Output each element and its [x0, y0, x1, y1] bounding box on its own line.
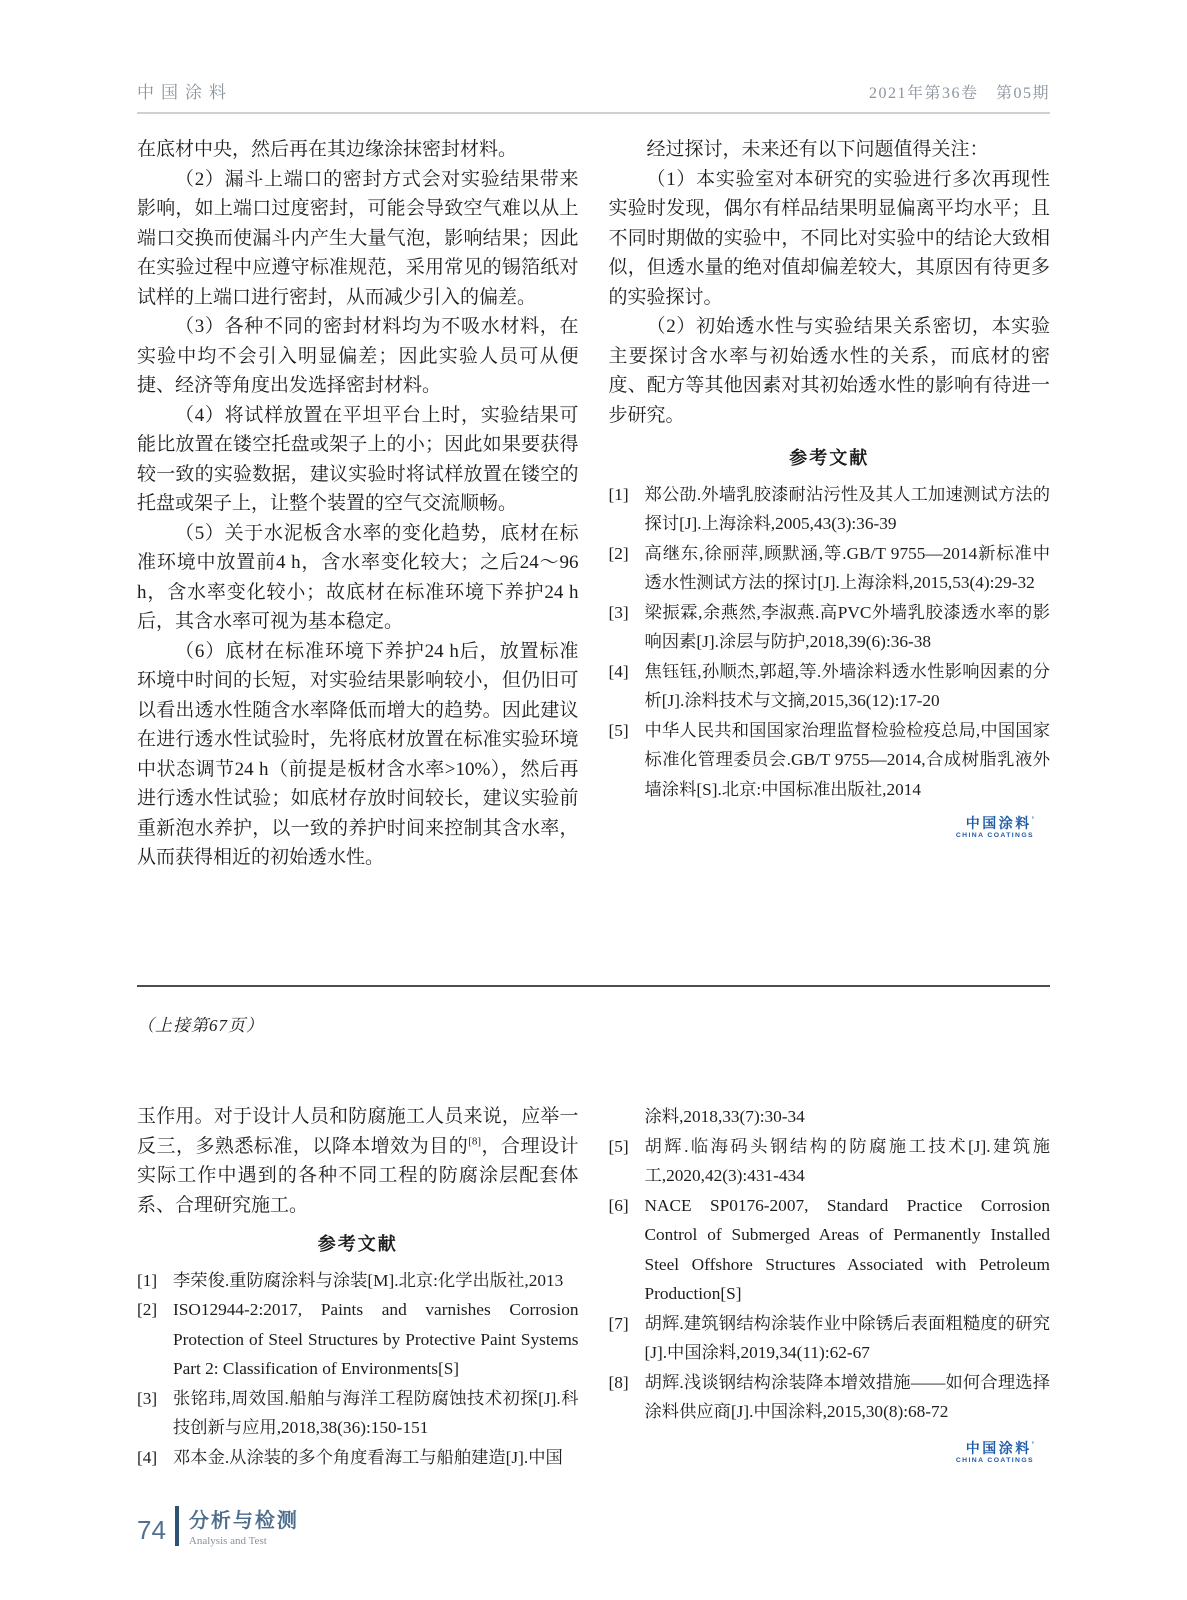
page-number: 74: [137, 1515, 166, 1545]
reference-text: 胡辉.建筑钢结构涂装作业中除锈后表面粗糙度的研究[J].中国涂料,2019,34(11):62-67: [644, 1313, 1050, 1362]
paragraph: [137, 1102, 579, 1220]
reference-text: 张铭玮,周效国.船舶与海洋工程防腐蚀技术初探[J].科技创新与应用,2018,38(36):150-151: [173, 1388, 579, 1437]
reference-label: [6]: [608, 1195, 629, 1215]
lower-right-column: [609, 1102, 1051, 1470]
paragraph: （2）漏斗上端口的密封方式会对实验结果带来影响，如上端口过度密封，可能会导致空气难以从上端口交换而使漏斗内产生大量气泡，影响结果；因此在实验过程中应遵守标准规范，采用常见的锡箔纸对试样的上端口进行密封，从而减少引入的偏差。: [137, 168, 579, 308]
reference-label: [5]: [608, 720, 629, 740]
reference-label: [2]: [137, 1300, 158, 1319]
page-footer: [137, 1504, 1050, 1547]
reference-label: [8]: [608, 1372, 629, 1392]
logo-wordmark: 中国涂料’: [965, 1439, 1034, 1456]
section-divider: [137, 985, 1050, 987]
paragraph-text: ，合理设计实际工作中遇到的各种不同工程的防腐涂层配套体系、合理研究施工。: [137, 1135, 579, 1216]
reference-item: [609, 1368, 1051, 1427]
china-coatings-logo: [609, 816, 1035, 840]
reference-item: [609, 1191, 1051, 1309]
reference-continuation: [609, 1102, 1051, 1132]
reference-item: [609, 1132, 1051, 1191]
reference-text: 焦钰钰,孙顺杰,郭超,等.外墙涂料透水性影响因素的分析[J].涂料技术与文摘,2015,36(12):17-20: [644, 661, 1050, 710]
reference-label: [2]: [608, 543, 629, 563]
reference-item: [609, 657, 1051, 716]
reference-label: [1]: [608, 484, 629, 504]
logo-subtitle: CHINA COATINGS: [955, 832, 1034, 840]
reference-item: [137, 1443, 579, 1471]
reference-text: 郑公劭.外墙乳胶漆耐沾污性及其人工加速测试方法的探讨[J].上海涂料,2005,43(3):36-39: [644, 484, 1050, 533]
reference-label: [4]: [608, 661, 629, 681]
paragraph: 在底材中央，然后再在其边缘涂抹密封材料。: [137, 139, 518, 160]
paragraph-text: 玉作用。对于设计人员和防腐施工人员来说，应举一反三，多熟悉标准，以降本增效为目的: [137, 1106, 579, 1157]
journal-name: 中国涂料: [137, 83, 233, 102]
reference-label: [4]: [137, 1447, 158, 1467]
references-heading: 参考文献: [789, 448, 870, 468]
references-list: [609, 1102, 1051, 1427]
reference-item: [609, 480, 1051, 539]
reference-item: [137, 1295, 579, 1384]
footer-accent-bar: [175, 1506, 179, 1546]
paragraph: （6）底材在标准环境下养护24 h后，放置标准环境中时间的长短，对实验结果影响较小，但仍旧可以看出透水性随含水率降低而增大的趋势。因此建议在进行透水性试验时，先将底材放置在标准实验环境中状态调节24 h（前提是板材含水率>10%），然后再进行透水性试验；如底材存放时间较长，建议实验前重新泡水养护，以一致的养护时间来控制其含水率，从而获得相近的初始透水性。: [137, 640, 579, 868]
reference-label: [7]: [608, 1313, 629, 1333]
upper-right-column: [609, 135, 1051, 985]
reference-item: [609, 539, 1051, 598]
reference-text: 中华人民共和国国家治理监督检验检疫总局,中国国家标准化管理委员会.GB/T 9755—2014,合成树脂乳液外墙涂料[S].北京:中国标准出版社,2014: [644, 720, 1050, 799]
footer-section-subtitle: Analysis and Test: [188, 1535, 267, 1547]
paragraph: （2）初始透水性与实验结果关系密切，本实验主要探讨含水率与初始透水性的关系，而底材的密度、配方等其他因素对其初始透水性的影响有待进一步研究。: [608, 316, 1050, 426]
upper-left-column: [137, 135, 579, 985]
references-list: [137, 1266, 579, 1471]
citation-superscript: [8]: [468, 1135, 482, 1148]
reference-text: 李荣俊.重防腐涂料与涂装[M].北京:化学出版社,2013: [173, 1270, 564, 1290]
paragraph: （4）将试样放置在平坦平台上时，实验结果可能比放置在镂空托盘或架子上的小；因此如果要获得较一致的实验数据，建议实验时将试样放置在镂空的托盘或架子上，让整个装置的空气交流顺畅。: [137, 404, 579, 514]
reference-text: 梁振霖,余燕然,李淑燕.高PVC外墙乳胶漆透水率的影响因素[J].涂层与防护,2018,39(6):36-38: [644, 602, 1050, 651]
paragraph: （5）关于水泥板含水率的变化趋势，底材在标准环境中放置前4 h，含水率变化较大；之后24～96 h，含水率变化较小；故底材在标准环境下养护24 h后，其含水率可视为基本稳定。: [137, 522, 579, 632]
upper-article-section: [137, 135, 1050, 985]
paragraph: （1）本实验室对本研究的实验进行多次再现性实验时发现，偶尔有样品结果明显偏离平均水平；且不同时期做的实验中，不同比对实验中的结论大致相似，但透水量的绝对值却偏差较大，其原因有待更多的实验探讨。: [608, 168, 1050, 308]
reference-label: [3]: [608, 602, 629, 622]
footer-section-title: 分析与检测: [188, 1510, 299, 1532]
references-heading: 参考文献: [317, 1234, 398, 1254]
continuation-note: （上接第67页）: [137, 1016, 264, 1035]
lower-article-section: [137, 1102, 1050, 1470]
issue-info: 2021年第36卷 第05期: [868, 85, 1050, 102]
logo-subtitle: CHINA COATINGS: [955, 1456, 1034, 1464]
reference-text: 胡辉.浅谈钢结构涂装降本增效措施——如何合理选择涂料供应商[J].中国涂料,2015,30(8):68-72: [644, 1372, 1050, 1421]
reference-item: [609, 716, 1051, 805]
reference-item: [609, 1309, 1051, 1368]
page-header: [137, 0, 1050, 114]
reference-text: 涂料,2018,33(7):30-34: [644, 1107, 805, 1126]
reference-label: [1]: [137, 1270, 158, 1290]
lower-left-column: [137, 1102, 579, 1470]
reference-item: [137, 1384, 579, 1443]
reference-text: NACE SP0176-2007, Standard Practice Corrosion Control of Submerged Areas of Permanently Installed Steel Offshore Structures Associated with Petroleum Production[S]: [644, 1195, 1050, 1303]
logo-trademark-icon: ’: [1031, 1439, 1034, 1449]
references-list: [609, 480, 1051, 805]
reference-text: ISO12944-2:2017, Paints and varnishes Corrosion Protection of Steel Structures by Protective Paint Systems Part 2: Classification of Environments[S]: [173, 1300, 579, 1378]
reference-label: [3]: [137, 1388, 158, 1408]
footer-section-titles: [189, 1504, 299, 1547]
paragraph: 经过探讨，未来还有以下问题值得关注：: [646, 139, 989, 160]
paragraph: （3）各种不同的密封材料均为不吸水材料，在实验中均不会引入明显偏差；因此实验人员可从便捷、经济等角度出发选择密封材料。: [137, 316, 579, 396]
reference-item: [137, 1266, 579, 1296]
reference-text: 高继东,徐丽萍,顾默涵,等.GB/T 9755—2014新标准中透水性测试方法的探讨[J].上海涂料,2015,53(4):29-32: [644, 543, 1050, 592]
reference-text: 邓本金.从涂装的多个角度看海工与船舶建造[J].中国: [173, 1447, 563, 1467]
reference-item: [609, 598, 1051, 657]
china-coatings-logo: [609, 1441, 1035, 1465]
logo-wordmark: 中国涂料’: [965, 815, 1034, 831]
reference-label: [5]: [608, 1136, 629, 1156]
logo-trademark-icon: ’: [1031, 815, 1034, 825]
reference-text: 胡辉.临海码头钢结构的防腐施工技术[J].建筑施工,2020,42(3):431-434: [644, 1136, 1050, 1185]
